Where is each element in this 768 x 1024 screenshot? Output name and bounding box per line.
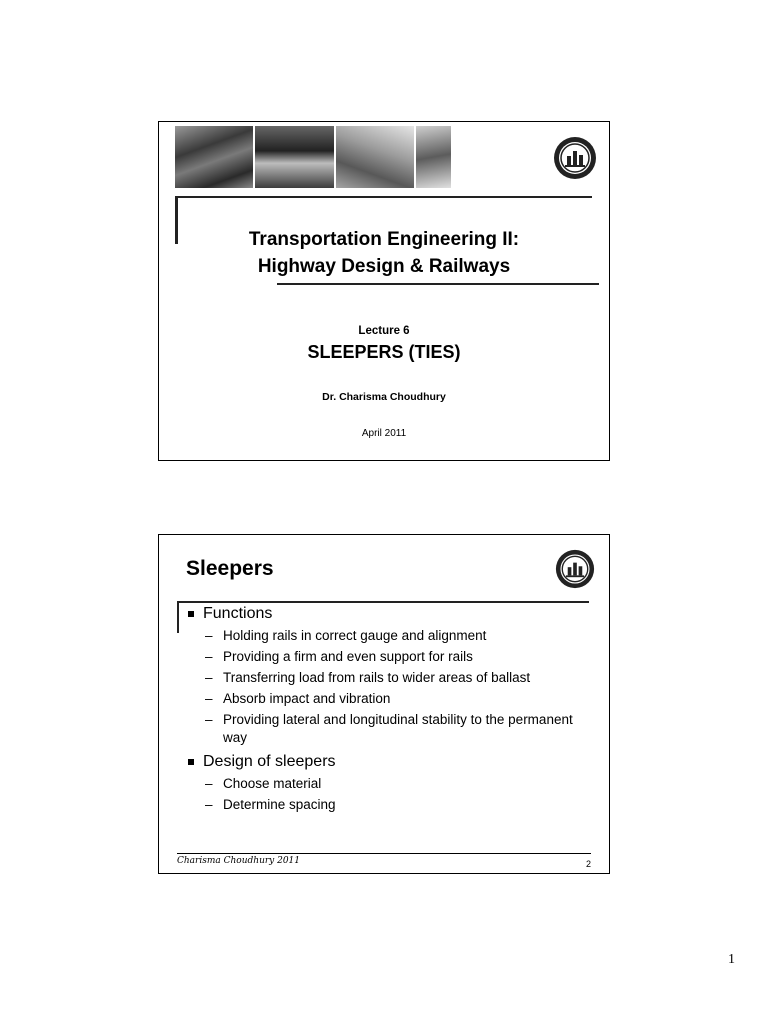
list-item: – Transferring load from rails to wider areas of ballast — [205, 670, 531, 685]
list-item: – Providing a firm and even support for rails — [205, 649, 473, 664]
banner-photo-bus — [255, 126, 333, 188]
lecture-number: Lecture 6 — [358, 325, 410, 337]
lecture-date: April 2011 — [361, 428, 407, 439]
content-slide — [158, 534, 610, 874]
list-item: – Determine spacing — [205, 797, 336, 812]
course-title-line1: Transportation Engineering II: — [248, 229, 520, 250]
slide-title: Sleepers — [186, 557, 274, 580]
bullet-functions: Functions — [186, 603, 596, 625]
title-underline — [277, 283, 599, 285]
bullet-design: Design of sleepers — [186, 751, 596, 773]
list-item: – Providing lateral and longitudinal stability to the permanent way — [205, 712, 573, 745]
page-number: 1 — [728, 952, 735, 967]
footer-divider — [177, 853, 591, 854]
university-logo-icon — [553, 136, 597, 180]
slide-number: 2 — [585, 859, 591, 869]
banner-photo-street — [416, 126, 451, 188]
banner-photos — [175, 126, 451, 188]
bullet-list — [186, 603, 596, 817]
banner-photo-crowd — [175, 126, 253, 188]
lecture-title: SLEEPERS (TIES) — [307, 342, 461, 362]
course-title-line2: Highway Design & Railways — [257, 256, 511, 277]
list-item: – Choose material — [205, 776, 322, 791]
list-item: – Holding rails in correct gauge and alignment — [205, 628, 487, 643]
list-item: – Absorb impact and vibration — [205, 691, 391, 706]
footer-author: Charisma Choudhury 2011 — [177, 856, 301, 866]
title-slide — [158, 121, 610, 461]
banner-photo-highway — [336, 126, 414, 188]
university-logo-icon — [555, 549, 595, 589]
author-name: Dr. Charisma Choudhury — [322, 391, 446, 403]
